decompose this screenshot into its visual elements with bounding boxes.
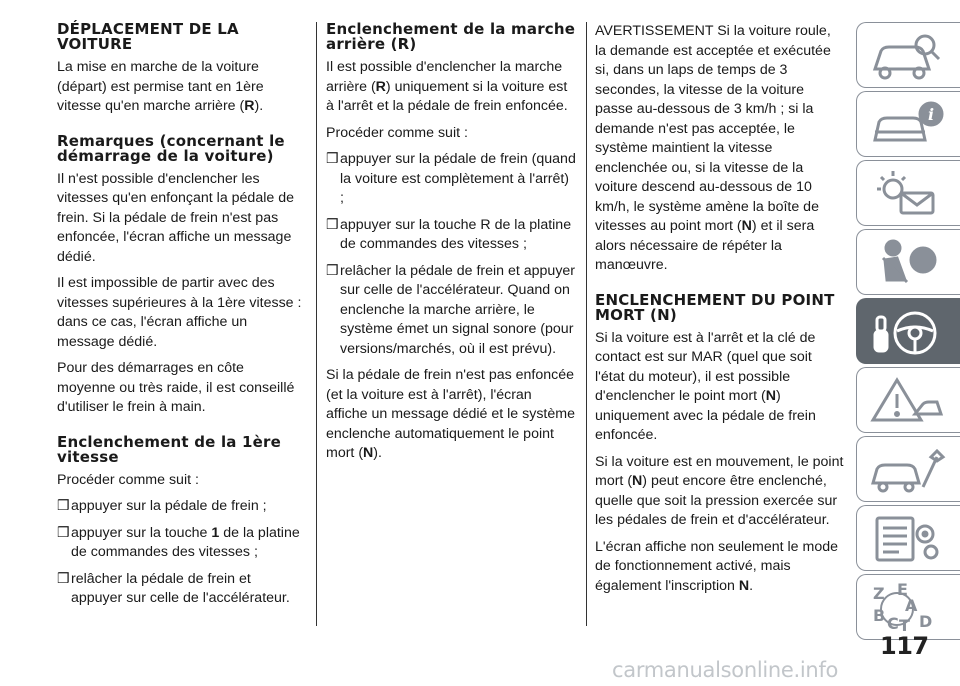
section-heading-1ere-vitesse: Enclenchement de la 1ère vitesse: [57, 432, 282, 466]
chapter-tabs-sidebar: [856, 22, 960, 643]
index-letter: A: [905, 596, 918, 615]
list-item: ❒ relâcher la pédale de frein et appuyer sur celle de l'accélérateur. Quand on enclenche la marche arrière, le système émet un signal sonore (pour versions/marchés, où il est prévu).: [326, 262, 576, 357]
key-steering-wheel-icon: [867, 305, 947, 359]
tab-airbag-safety[interactable]: [856, 229, 960, 295]
paragraph: Si la voiture est en mouvement, le point mort (N) peut encore être enclenché, quelle que soit la pression exercée sur les pédales de frein et d'accélérateur.: [595, 453, 844, 528]
checkbox-bullet-icon: ❒: [326, 151, 339, 167]
list-item: ❒ appuyer sur la touche 1 de la platine de commandes des vitesses ;: [57, 524, 300, 560]
section-heading-point-mort: ENCLENCHEMENT DU POINT MORT (N): [595, 290, 835, 324]
column-divider: [316, 22, 317, 626]
checkbox-bullet-icon: ❒: [57, 524, 70, 541]
checkbox-bullet-icon: ❒: [326, 262, 339, 279]
airbag-safety-icon: [867, 236, 947, 290]
tab-car-search[interactable]: [856, 22, 960, 88]
page-number: 117: [880, 632, 929, 660]
tab-specifications[interactable]: [856, 505, 960, 571]
tab-alphabetical-index[interactable]: [856, 574, 960, 640]
list-item: ❒ relâcher la pédale de frein et appuyer sur celle de l'accélérateur.: [57, 570, 290, 606]
list-item: ❒ appuyer sur la touche R de la platine de commandes des vitesses ;: [326, 216, 572, 252]
tab-key-steering-wheel[interactable]: [856, 298, 960, 364]
index-letter: D: [919, 612, 933, 631]
tab-wrench-car[interactable]: [856, 436, 960, 502]
tab-car-info[interactable]: [856, 91, 960, 157]
paragraph: Procéder comme suit :: [326, 124, 468, 141]
column-2: [326, 22, 576, 471]
paragraph: L'écran affiche non seulement le mode de fonctionnement activé, mais également l'inscription N.: [595, 538, 839, 594]
car-search-icon: [867, 29, 947, 83]
paragraph: Si la pédale de frein n'est pas enfoncée (et la voiture est à l'arrêt), l'écran affiche un message dédié et le système enclenche automatiquement le point mort (N).: [326, 367, 575, 461]
column-1: [57, 22, 305, 616]
paragraph: Il est impossible de partir avec des vitesses supérieures à la 1ère vitesse : dans ce cas, l'écran affiche un message dédié.: [57, 275, 302, 350]
alphabetical-index-icon: [867, 581, 947, 635]
paragraph: Pour des démarrages en côte moyenne ou très raide, il est conseillé d'utiliser le frein à main.: [57, 360, 295, 415]
wrench-car-icon: [867, 443, 947, 497]
paragraph: Si la voiture est à l'arrêt et la clé de contact est sur MAR (quel que soit l'état du moteur), il est possible d'enclencher le point mort (N) uniquement avec la pédale de frein enfoncée.: [595, 329, 816, 443]
warning-triangle-icon: [867, 374, 947, 428]
svg-text:i: i: [928, 105, 935, 124]
section-heading-remarques: Remarques (concernant le démarrage de la voiture): [57, 131, 285, 165]
dashboard-lights-icon: [867, 167, 947, 221]
paragraph: La mise en marche de la voiture (départ) est permise tant en 1ère vitesse qu'en marche arrière (R).: [57, 59, 264, 114]
car-info-icon: [867, 98, 947, 152]
index-letter: Z: [873, 584, 885, 603]
checkbox-bullet-icon: ❒: [57, 570, 70, 587]
index-letter: E: [897, 581, 908, 599]
index-letter: B: [873, 606, 886, 625]
section-heading-marche-arriere: Enclenchement de la marche arrière (R): [326, 20, 576, 53]
index-letter: C: [887, 614, 899, 633]
column-divider: [586, 22, 587, 626]
specifications-gear-icon: [867, 512, 947, 566]
column-3: [595, 22, 845, 603]
paragraph: Procéder comme suit :: [57, 471, 199, 488]
paragraph: Il est possible d'enclencher la marche arrière (R) uniquement si la voiture est à l'arrêt et la pédale de frein enfoncée.: [326, 59, 568, 114]
list-item: ❒ appuyer sur la pédale de frein ;: [57, 497, 305, 517]
tab-warning-triangle[interactable]: [856, 367, 960, 433]
checkbox-bullet-icon: ❒: [57, 498, 70, 514]
checkbox-bullet-icon: ❒: [326, 216, 339, 233]
section-heading-deplacement: DÉPLACEMENT DE LA VOITURE: [57, 20, 239, 53]
index-letter: T: [899, 616, 910, 635]
paragraph-avertissement: AVERTISSEMENT Si la voiture roule, la demande est acceptée et exécutée si, dans un laps de temps de 3 secondes, la vitesse de la voiture passe au-dessous de 3 km/h ; si la demande n'est pas acceptée, le système maintient la vitesse enclenchée ou, si la vitesse de la voiture descend au-dessous de 10 km/h, le système amène la boîte de vitesses au point mort (N) et il sera alors nécessaire de répéter la manœuvre.: [595, 23, 831, 273]
list-item: ❒ appuyer sur la pédale de frein (quand la voiture est complètement à l'arrêt) ;: [326, 151, 576, 206]
tab-dashboard-lights[interactable]: [856, 160, 960, 226]
paragraph: Il n'est possible d'enclencher les vitesses qu'en enfonçant la pédale de frein. Si la pédale de frein n'est pas enfoncée, l'écran affiche un message dédié.: [57, 170, 294, 265]
watermark: carmanualsonline.info: [612, 658, 839, 682]
